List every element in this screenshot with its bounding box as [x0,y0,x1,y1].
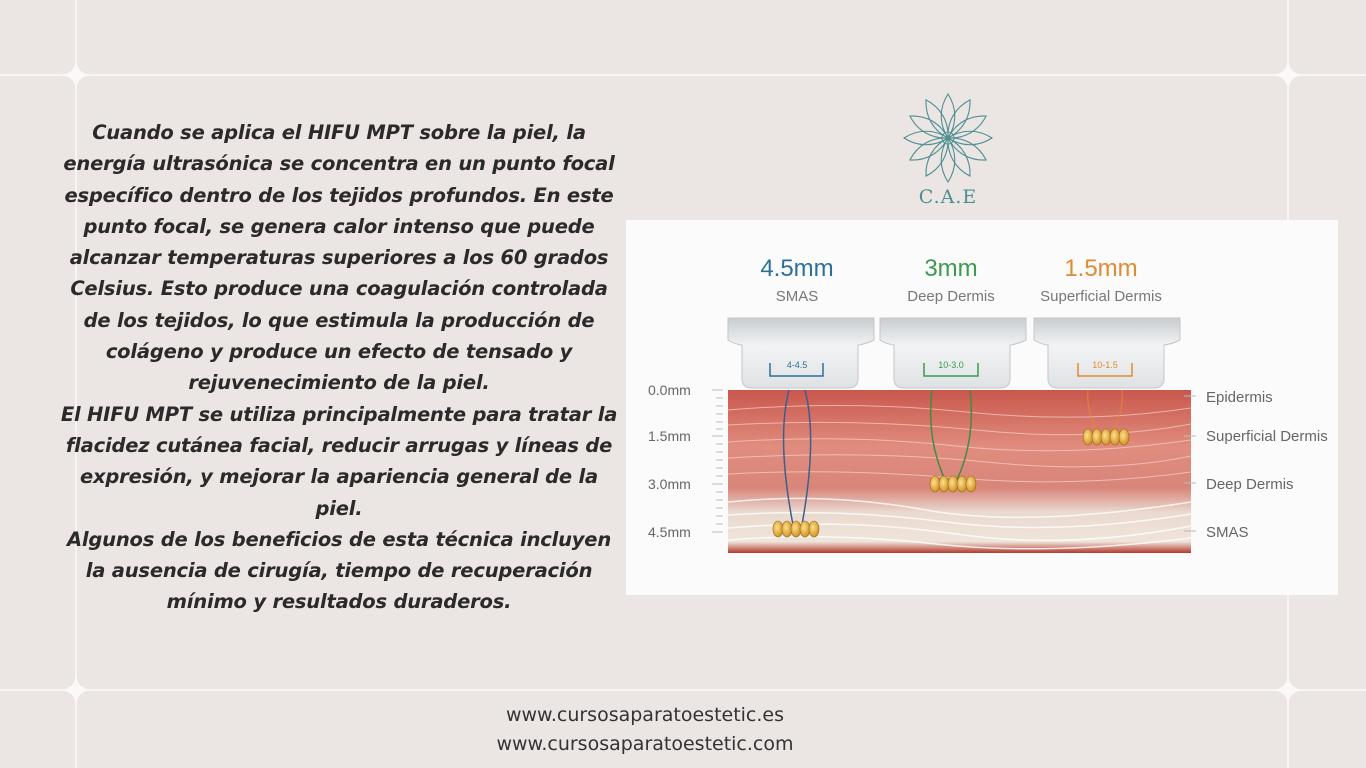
sparkle-icon [1273,675,1303,705]
logo-text: C.A.E [918,186,978,208]
transducer-tip: 10-3.0 [938,360,964,370]
depth-label: 0.0mm [648,382,691,398]
sparkle-icon [61,60,91,90]
paragraph-hifu-benefits: Algunos de los beneficios de esta técnica incluyen la ausencia de cirugía, tiempo de recuperación mínimo y resultados duraderos. [67,527,611,614]
hifu-depth-diagram [626,220,1338,595]
website-link-com[interactable]: www.cursosaparatoestetic.com [496,733,794,755]
layer-label: Epidermis [1206,389,1273,406]
paragraph-hifu-uses: El HIFU MPT se utiliza principalmente para tratar la flacidez cutánea facial, reducir arrugas y líneas de expresión, y mejorar la apariencia general de la piel. [60,402,618,520]
transducer-layer: Deep Dermis [907,288,995,305]
layer-label: SMAS [1206,524,1249,541]
frame-line-top [0,74,1366,76]
transducer-layer: Superficial Dermis [1040,288,1162,305]
depth-label: 1.5mm [648,428,691,444]
layer-label: Deep Dermis [1206,476,1294,493]
frame-line-bottom [0,689,1366,691]
transducer-depth: 3mm [924,255,978,282]
transducer-depth: 4.5mm [760,255,834,282]
depth-label: 3.0mm [648,476,691,492]
paragraph-hifu-mechanism: Cuando se aplica el HIFU MPT sobre la piel, la energía ultrasónica se concentra en un punto focal específico dentro de los tejidos profundos. En este punto focal, se genera calor intenso que puede alcanzar temperaturas superiores a los 60 grados Celsius. Esto produce una coagulación controlada de los tejidos, lo que estimula la producción de colágeno y produce un efecto de tensado y rejuvenecimiento de la piel. [63,121,615,395]
sparkle-icon [61,675,91,705]
sparkle-icon [1273,60,1303,90]
website-link-es[interactable]: www.cursosaparatoestetic.es [505,704,785,726]
depth-label: 4.5mm [648,524,691,540]
transducer-layer: SMAS [775,288,819,305]
body-text [58,117,620,618]
transducer-tip: 4-4.5 [786,360,808,370]
layer-label: Superficial Dermis [1206,428,1328,445]
transducer-depth: 1.5mm [1064,255,1138,282]
transducer-tip: 10-1.5 [1092,360,1118,370]
